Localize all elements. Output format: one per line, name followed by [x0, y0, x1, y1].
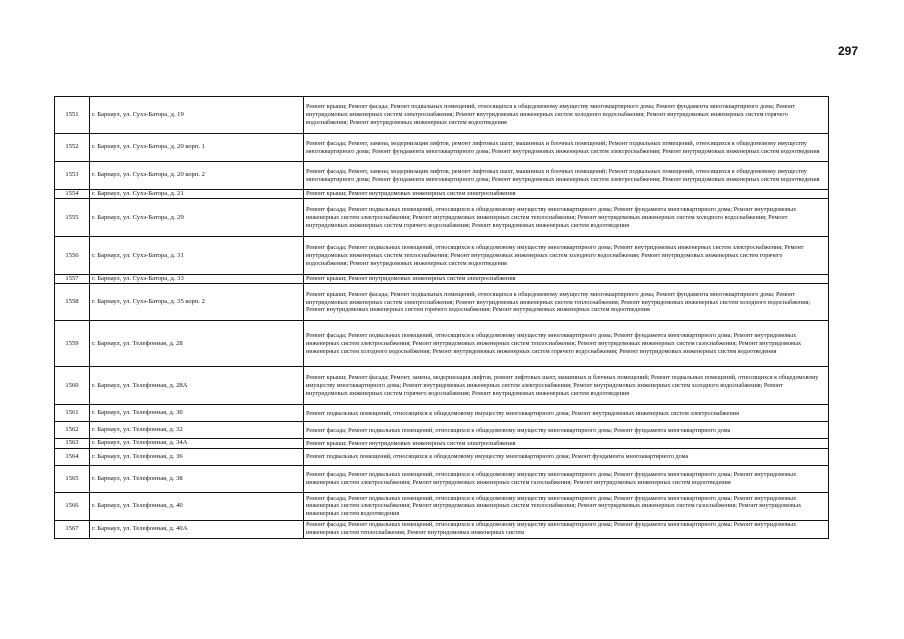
row-works: Ремонт фасада; Ремонт подвальных помещений, относящихся к общедомовому имуществу многоквартирного дома; Ремонт фундамента многоквартирного дома; Ремонт внутридомовых инженерных систем электроснабжения; Ремонт внутридомовых инженерных систем теплоснабжения; Ремонт внутридомовых инженерных систем газоснабжения; Ремонт внутридомовых инженерных систем водоотведения [304, 492, 829, 520]
row-number: 1563 [55, 439, 90, 448]
row-address: г. Барнаул, ул. Сухэ-Батора, д. 31 [90, 237, 304, 275]
row-address: г. Барнаул, ул. Телефонная, д. 30 [90, 405, 304, 422]
table-row [55, 199, 829, 237]
repair-table-body [55, 97, 829, 539]
row-number: 1555 [55, 199, 90, 237]
row-works: Ремонт крыши; Ремонт фасада; Ремонт, замена, модернизация лифтов, ремонт лифтовых шахт, машинных и блочных помещений; Ремонт подвальных помещений, относящихся к общедомовому имуществу многоквартирного дома; Ремонт внутридомовых инженерных систем электроснабжения; Ремонт внутридомовых инженерных систем холодного водоснабжения; Ремонт внутридомовых инженерных систем горячего водоснабжения; Ремонт внутридомовых инженерных систем водоотведения [304, 367, 829, 405]
table-row [55, 520, 829, 538]
row-works: Ремонт фасада; Ремонт подвальных помещений, относящихся к общедомовому имуществу многоквартирного дома; Ремонт внутридомовых инженерных систем электроснабжения; Ремонт внутридомовых инженерных систем теплоснабжения; Ремонт внутридомовых инженерных систем холодного водоснабжения; Ремонт внутридомовых инженерных систем горячего водоснабжения; Ремонт внутридомовых инженерных систем водоотведения [304, 237, 829, 275]
table-row [55, 275, 829, 284]
row-address: г. Барнаул, ул. Телефонная, д. 32 [90, 422, 304, 439]
row-number: 1557 [55, 275, 90, 284]
row-number: 1564 [55, 448, 90, 465]
row-works: Ремонт фасада; Ремонт подвальных помещений, относящихся к общедомовому имуществу многоквартирного дома; Ремонт фундамента многоквартирного дома [304, 422, 829, 439]
row-address: г. Барнаул, ул. Телефонная, д. 34А [90, 439, 304, 448]
row-works: Ремонт фасада; Ремонт подвальных помещений, относящихся к общедомовому имуществу многоквартирного дома; Ремонт фундамента многоквартирного дома; Ремонт внутридомовых инженерных систем электроснабжения; Ремонт внутридомовых инженерных систем теплоснабжения; Ремонт внутридомовых инженерных систем холодного водоснабжения; Ремонт внутридомовых инженерных систем горячего водоснабжения; Ремонт внутридомовых инженерных систем водоотведения [304, 199, 829, 237]
row-number: 1561 [55, 405, 90, 422]
row-works: Ремонт крыши; Ремонт внутридомовых инженерных систем электроснабжения [304, 439, 829, 448]
row-number: 1566 [55, 492, 90, 520]
row-works: Ремонт крыши; Ремонт фасада; Ремонт подвальных помещений, относящихся к общедомовому имуществу многоквартирного дома; Ремонт фундамента многоквартирного дома; Ремонт внутридомовых инженерных систем электроснабжения; Ремонт внутридомовых инженерных систем теплоснабжения; Ремонт внутридомовых инженерных систем холодного водоснабжения; Ремонт внутридомовых инженерных систем горячего водоснабжения; Ремонт внутридомовых инженерных систем водоотведения [304, 284, 829, 321]
row-address: г. Барнаул, ул. Телефонная, д. 28 [90, 321, 304, 367]
row-number: 1553 [55, 162, 90, 190]
row-number: 1562 [55, 422, 90, 439]
row-works: Ремонт фасада; Ремонт, замена, модернизация лифтов, ремонт лифтовых шахт, машинных и блочных помещений; Ремонт подвальных помещений, относящихся к общедомовому имуществу многоквартирного дома; Ремонт фундамента многоквартирного дома; Ремонт внутридомовых инженерных систем электроснабжения; Ремонт внутридомовых инженерных систем водоотведения [304, 134, 829, 162]
row-address: г. Барнаул, ул. Сухэ-Батора, д. 21 [90, 190, 304, 199]
row-number: 1558 [55, 284, 90, 321]
row-address: г. Барнаул, ул. Телефонная, д. 28А [90, 367, 304, 405]
row-address: г. Барнаул, ул. Сухэ-Батора, д. 20 корп. 2 [90, 162, 304, 190]
row-works: Ремонт подвальных помещений, относящихся к общедомовому имуществу многоквартирного дома; Ремонт внутридомовых инженерных систем электроснабжения [304, 405, 829, 422]
table-row [55, 492, 829, 520]
row-address: г. Барнаул, ул. Телефонная, д. 40А [90, 520, 304, 538]
row-address: г. Барнаул, ул. Сухэ-Батора, д. 33 [90, 275, 304, 284]
row-works: Ремонт фасада; Ремонт подвальных помещений, относящихся к общедомовому имуществу многоквартирного дома; Ремонт фундамента многоквартирного дома; Ремонт внутридомовых инженерных систем электроснабжения; Ремонт внутридомовых инженерных систем газоснабжения; Ремонт внутридомовых инженерных систем водоотведения [304, 465, 829, 492]
table-row [55, 162, 829, 190]
row-address: г. Барнаул, ул. Телефонная, д. 38 [90, 465, 304, 492]
row-number: 1551 [55, 97, 90, 134]
row-address: г. Барнаул, ул. Сухэ-Батора, д. 20 корп. 1 [90, 134, 304, 162]
row-number: 1552 [55, 134, 90, 162]
row-address: г. Барнаул, ул. Сухэ-Батора, д. 35 корп. 2 [90, 284, 304, 321]
table-row [55, 134, 829, 162]
row-works: Ремонт фасада; Ремонт подвальных помещений, относящихся к общедомовому имуществу многоквартирного дома; Ремонт фундамента многоквартирного дома; Ремонт внутридомовых инженерных систем электроснабжения; Ремонт внутридомовых инженерных систем теплоснабжения; Ремонт внутридомовых инженерных систем газоснабжения; Ремонт внутридомовых инженерных систем холодного водоснабжения; Ремонт внутридомовых инженерных систем горячего водоснабжения; Ремонт внутридомовых инженерных систем водоотведения [304, 321, 829, 367]
row-address: г. Барнаул, ул. Сухэ-Батора, д. 29 [90, 199, 304, 237]
row-number: 1559 [55, 321, 90, 367]
row-number: 1554 [55, 190, 90, 199]
repair-table-container [54, 96, 828, 539]
table-row [55, 237, 829, 275]
row-works: Ремонт фасада; Ремонт, замена, модернизация лифтов, ремонт лифтовых шахт, машинных и блочных помещений; Ремонт подвальных помещений, относящихся к общедомовому имуществу многоквартирного дома; Ремонт фундамента многоквартирного дома; Ремонт внутридомовых инженерных систем электроснабжения; Ремонт внутридомовых инженерных систем водоотведения [304, 162, 829, 190]
table-row [55, 448, 829, 465]
row-works: Ремонт фасада; Ремонт подвальных помещений, относящихся к общедомовому имуществу многоквартирного дома; Ремонт фундамента многоквартирного дома; Ремонт внутридомовых инженерных систем теплоснабжения; Ремонт внутридомовых инженерных систем [304, 520, 829, 538]
row-number: 1556 [55, 237, 90, 275]
table-row [55, 321, 829, 367]
repair-table [54, 96, 829, 539]
row-address: г. Барнаул, ул. Телефонная, д. 36 [90, 448, 304, 465]
table-row [55, 465, 829, 492]
row-address: г. Барнаул, ул. Сухэ-Батора, д. 19 [90, 97, 304, 134]
row-number: 1560 [55, 367, 90, 405]
table-row [55, 367, 829, 405]
table-row [55, 284, 829, 321]
row-works: Ремонт крыши; Ремонт внутридомовых инженерных систем электроснабжения [304, 190, 829, 199]
table-row [55, 190, 829, 199]
row-works: Ремонт подвальных помещений, относящихся к общедомовому имуществу многоквартирного дома; Ремонт фундамента многоквартирного дома [304, 448, 829, 465]
table-row [55, 422, 829, 439]
row-works: Ремонт крыши; Ремонт внутридомовых инженерных систем электроснабжения [304, 275, 829, 284]
row-address: г. Барнаул, ул. Телефонная, д. 40 [90, 492, 304, 520]
row-number: 1565 [55, 465, 90, 492]
row-works: Ремонт крыши; Ремонт фасада; Ремонт подвальных помещений, относящихся к общедомовому имуществу многоквартирного дома; Ремонт фундамента многоквартирного дома; Ремонт внутридомовых инженерных систем электроснабжения; Ремонт внутридомовых инженерных систем холодного водоснабжения; Ремонт внутридомовых инженерных систем горячего водоснабжения; Ремонт внутридомовых инженерных систем водоотведения [304, 97, 829, 134]
table-row [55, 439, 829, 448]
row-number: 1567 [55, 520, 90, 538]
page-number: 297 [838, 44, 859, 58]
table-row [55, 97, 829, 134]
table-row [55, 405, 829, 422]
